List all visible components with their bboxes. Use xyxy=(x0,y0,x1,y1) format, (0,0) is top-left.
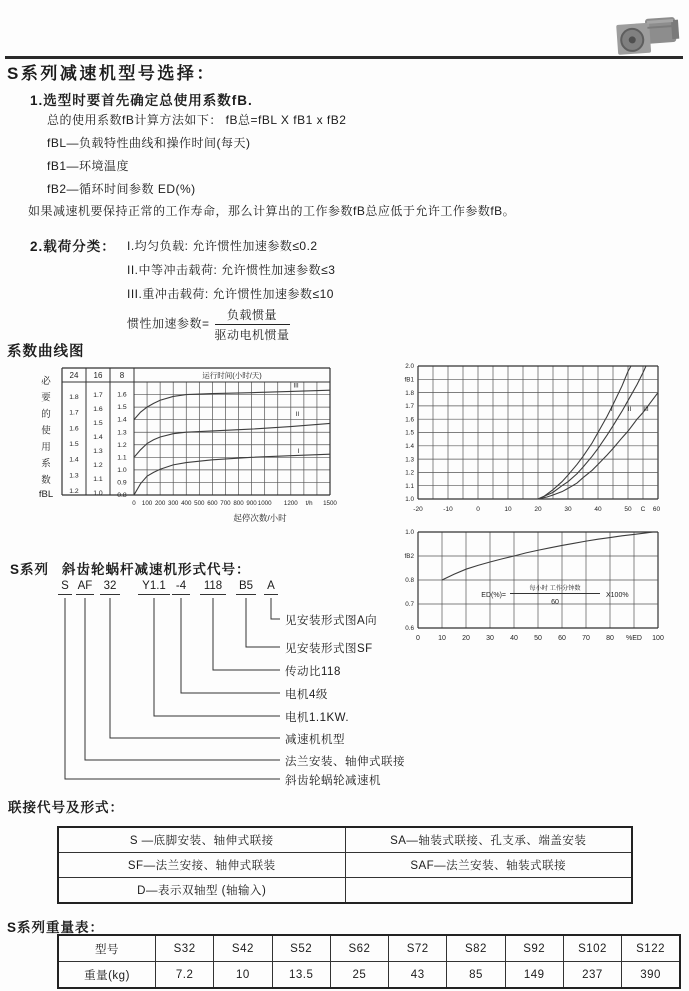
weight-table-wrap xyxy=(57,934,681,989)
code-token-Y1.1: Y1.1 xyxy=(138,580,170,595)
connection-cell: S —底脚安装、轴伸式联接 xyxy=(58,827,345,853)
scale-tick: 1.0 xyxy=(93,490,103,497)
scale-tick: 1.5 xyxy=(69,441,79,448)
connection-row xyxy=(58,827,632,853)
code-token--4: -4 xyxy=(172,580,190,595)
weight-value-cell: 237 xyxy=(563,962,621,989)
x-tick: 800 xyxy=(233,500,244,507)
scale-tick: 1.3 xyxy=(93,448,103,455)
weight-table xyxy=(57,934,681,989)
x-tick: C xyxy=(640,506,646,513)
weight-value-row xyxy=(58,962,680,989)
y-tick: 1.2 xyxy=(405,469,414,477)
y-tick: 1.6 xyxy=(405,416,414,424)
scale-tick: 1.3 xyxy=(117,429,127,437)
curve-label: III xyxy=(293,382,299,390)
ed-formula-rhs: X100% xyxy=(606,592,629,599)
code-label: 斜齿轮蜗轮减速机 xyxy=(285,775,381,787)
weight-value-cell: 149 xyxy=(505,962,563,989)
weight-value-cell: 390 xyxy=(622,962,680,989)
connection-row xyxy=(58,878,632,904)
x-axis-caption: 起停次数/小时 xyxy=(233,513,287,523)
code-token-S: S xyxy=(58,580,72,595)
section1-line: 总的使用系数fB计算方法如下： fB总=fBL X fB1 x fB2 xyxy=(47,113,347,127)
connector-line xyxy=(110,598,280,738)
code-label: 电机4级 xyxy=(285,689,328,701)
section1-note: 如果减速机要保持正常的工作寿命，那么计算出的工作参数fB总应低于允许工作参数fB。 xyxy=(28,204,516,218)
y-tick: 1.8 xyxy=(405,389,414,397)
x-tick: 600 xyxy=(207,500,218,507)
code-token-AF: AF xyxy=(76,580,94,595)
code-token-B5: B5 xyxy=(236,580,256,595)
code-label: 见安装形式图SF xyxy=(285,643,373,655)
weight-value-cell: 25 xyxy=(330,962,388,989)
weight-header-cell: S62 xyxy=(330,935,388,962)
x-tick: 700 xyxy=(220,500,231,507)
code-token-32: 32 xyxy=(100,580,120,595)
x-tick: 20 xyxy=(462,635,470,642)
connection-cell: D—表示双轴型 (轴输入) xyxy=(58,878,345,904)
y-tick: 1.0 xyxy=(405,529,414,537)
load-class-item: II.中等冲击载荷: 允许惯性加速参数≤3 xyxy=(127,263,336,277)
x-tick: 70 xyxy=(582,635,590,642)
y-tick: 0.6 xyxy=(405,625,414,633)
scale-tick: 1.2 xyxy=(117,441,127,449)
weight-value-cell: 7.2 xyxy=(156,962,214,989)
x-tick: 1200 xyxy=(283,500,298,507)
connector-line xyxy=(181,598,280,693)
scale-tick: 1.5 xyxy=(117,404,127,412)
formula-fraction xyxy=(215,306,290,343)
scale-column-header: 24 xyxy=(69,371,79,380)
weight-row-label: 重量(kg) xyxy=(58,962,156,989)
weight-header-row xyxy=(58,935,680,962)
x-tick: 40 xyxy=(510,635,518,642)
y-axis-label: 使 xyxy=(41,425,51,437)
scale-tick: 1.6 xyxy=(93,406,103,413)
connection-cell: SAF—法兰安装、轴装式联接 xyxy=(345,853,632,878)
code-heading: 斜齿轮蜗杆减速机形式代号： xyxy=(62,562,251,577)
code-series-label: S系列 xyxy=(10,562,50,577)
y-axis-unit: fBL xyxy=(38,489,54,500)
connector-line xyxy=(271,598,280,619)
charts-heading: 系数曲线图 xyxy=(7,344,85,360)
y-tick: 2.0 xyxy=(405,363,414,371)
code-label: 电机1.1KW. xyxy=(285,712,350,724)
scale-tick: 1.7 xyxy=(93,392,103,399)
x-tick: 0 xyxy=(416,635,420,642)
scale-tick: 1.6 xyxy=(69,425,79,433)
code-label: 减速机机型 xyxy=(285,734,345,746)
x-tick: 30 xyxy=(486,635,494,642)
weight-header-cell: S32 xyxy=(156,935,214,962)
x-tick: 1500 xyxy=(323,500,337,507)
weight-value-cell: 85 xyxy=(447,962,505,989)
y-tick: fB1 xyxy=(404,376,414,384)
chart-title: 运行时间(小时/天) xyxy=(202,371,262,380)
connector-line xyxy=(65,598,280,779)
page-title: S系列减速机型号选择： xyxy=(7,64,216,83)
scale-tick: 1.6 xyxy=(117,391,127,399)
scale-tick: 1.7 xyxy=(69,409,79,417)
x-tick: 20 xyxy=(534,506,542,513)
section1-line: fB2—循环时间参数 ED(%) xyxy=(47,182,196,196)
curve-label: II xyxy=(295,410,300,418)
load-class-item: III.重冲击载荷: 允许惯性加速参数≤10 xyxy=(127,287,334,301)
weight-header-cell: 型号 xyxy=(58,935,156,962)
y-tick: 0.7 xyxy=(405,601,414,609)
weight-header-cell: S82 xyxy=(447,935,505,962)
code-label: 法兰安装、轴伸式联接 xyxy=(285,756,405,768)
curve-label: II xyxy=(627,406,632,414)
load-class-item: I.均匀负载: 允许惯性加速参数≤0.2 xyxy=(127,239,318,253)
scale-tick: 1.1 xyxy=(117,454,127,462)
formula-denominator: 驱动电机惯量 xyxy=(214,328,290,342)
code-label: 见安装形式图A向 xyxy=(285,615,378,627)
weight-value-cell: 10 xyxy=(214,962,272,989)
ed-formula-lhs: ED(%)= xyxy=(481,592,506,599)
code-label: 传动比118 xyxy=(285,666,341,678)
formula-numerator: 负载惯量 xyxy=(215,306,290,325)
section2-heading: 2.载荷分类： xyxy=(30,239,116,254)
curve-label: I xyxy=(297,447,300,455)
scale-tick: 1.1 xyxy=(93,476,103,483)
scale-tick: 0.9 xyxy=(117,479,127,487)
x-tick: 900 xyxy=(246,500,257,507)
y-tick: 1.1 xyxy=(405,482,414,490)
connection-cell: SA—轴装式联接、孔支承、端盖安装 xyxy=(345,827,632,853)
connector-line xyxy=(85,598,280,760)
x-tick: 50 xyxy=(534,635,542,642)
x-tick: 0 xyxy=(132,500,136,507)
weight-header-cell: S122 xyxy=(622,935,680,962)
weight-heading: S系列重量表： xyxy=(7,920,105,935)
y-tick: 0.8 xyxy=(405,577,414,585)
section1-line: fBL—负载特性曲线和操作时间(每天) xyxy=(47,136,251,150)
y-tick: 1.0 xyxy=(405,496,414,504)
x-tick: 60 xyxy=(558,635,566,642)
section1-line: fB1—环境温度 xyxy=(47,159,130,173)
model-code-diagram xyxy=(0,552,430,794)
x-tick: 100 xyxy=(652,635,664,642)
x-tick: 10 xyxy=(438,635,446,642)
x-tick: 500 xyxy=(194,500,205,507)
scale-tick: 1.8 xyxy=(69,394,79,401)
x-tick: -10 xyxy=(443,506,453,513)
connection-cell: SF—法兰安接、轴伸式联装 xyxy=(58,853,345,878)
weight-header-cell: S102 xyxy=(563,935,621,962)
x-tick: 10 xyxy=(504,506,512,513)
y-axis-label: 的 xyxy=(41,409,51,420)
gear-motor-photo xyxy=(608,12,682,59)
scale-column-header: 16 xyxy=(93,371,103,380)
scale-column-header: 8 xyxy=(119,371,125,380)
scale-tick: 1.4 xyxy=(117,416,127,424)
x-tick: 300 xyxy=(168,500,179,507)
formula-lhs: 惯性加速参数= xyxy=(127,316,210,331)
scale-tick: 1.2 xyxy=(93,462,103,469)
ed-formula-numerator: 每小时 工作分钟数 xyxy=(529,585,581,592)
y-tick: 1.3 xyxy=(405,456,414,464)
scale-tick: 1.4 xyxy=(69,456,79,464)
code-token-A: A xyxy=(264,580,278,595)
y-axis-label: 必 xyxy=(41,376,51,387)
x-tick: 50 xyxy=(624,506,632,513)
fbl-curve-I xyxy=(134,454,330,495)
x-tick: 80 xyxy=(606,635,614,642)
x-tick: 200 xyxy=(154,500,166,507)
scale-tick: 1.4 xyxy=(93,434,103,441)
x-tick: 100 xyxy=(141,500,153,507)
connection-table xyxy=(57,826,633,904)
weight-header-cell: S52 xyxy=(272,935,330,962)
connection-cell xyxy=(345,878,632,904)
connection-row xyxy=(58,853,632,878)
y-axis-label: 系 xyxy=(41,458,51,470)
inertia-formula xyxy=(127,306,290,343)
y-axis-label: 要 xyxy=(41,392,51,404)
ed-formula-denominator: 60 xyxy=(551,599,559,606)
section1-heading: 1.选型时要首先确定总使用系数fB. xyxy=(30,93,253,108)
fb1-temperature-chart xyxy=(388,356,688,518)
weight-value-cell: 13.5 xyxy=(272,962,330,989)
y-tick: 1.5 xyxy=(405,429,414,437)
connection-heading: 联接代号及形式： xyxy=(8,800,124,815)
x-tick: 400 xyxy=(181,500,192,507)
connection-table-wrap xyxy=(57,826,633,904)
connector-line xyxy=(246,598,280,647)
x-tick: 30 xyxy=(564,506,572,513)
x-tick: -20 xyxy=(413,506,423,513)
curve-label: I xyxy=(610,406,613,414)
x-tick: 0 xyxy=(476,506,480,513)
y-axis-label: 数 xyxy=(41,475,51,486)
y-tick: 1.7 xyxy=(405,403,414,411)
y-tick: fB2 xyxy=(404,553,414,561)
curve-label: III xyxy=(643,406,649,414)
x-tick: %ED xyxy=(626,635,642,642)
fb2-duty-cycle-chart xyxy=(388,520,688,652)
scale-tick: 1.0 xyxy=(117,466,127,474)
scale-tick: 1.5 xyxy=(93,420,103,427)
fbl-coefficient-chart xyxy=(30,362,340,530)
scale-tick: 1.2 xyxy=(69,488,79,495)
weight-header-cell: S92 xyxy=(505,935,563,962)
x-tick: 60 xyxy=(652,506,661,513)
code-token-118: 118 xyxy=(200,580,226,595)
weight-header-cell: S72 xyxy=(389,935,447,962)
scale-tick: 0.8 xyxy=(117,492,127,499)
x-tick: 40 xyxy=(594,506,602,513)
motor-fan-cover xyxy=(671,20,679,39)
connector-line xyxy=(154,598,280,716)
y-tick: 1.4 xyxy=(405,443,414,450)
fbl-curve-II xyxy=(134,423,330,457)
scale-tick: 1.3 xyxy=(69,472,79,480)
x-tick: t/h xyxy=(305,500,313,507)
weight-header-cell: S42 xyxy=(214,935,272,962)
x-tick: 1000 xyxy=(257,500,272,507)
weight-value-cell: 43 xyxy=(389,962,447,989)
y-axis-label: 用 xyxy=(41,442,51,453)
